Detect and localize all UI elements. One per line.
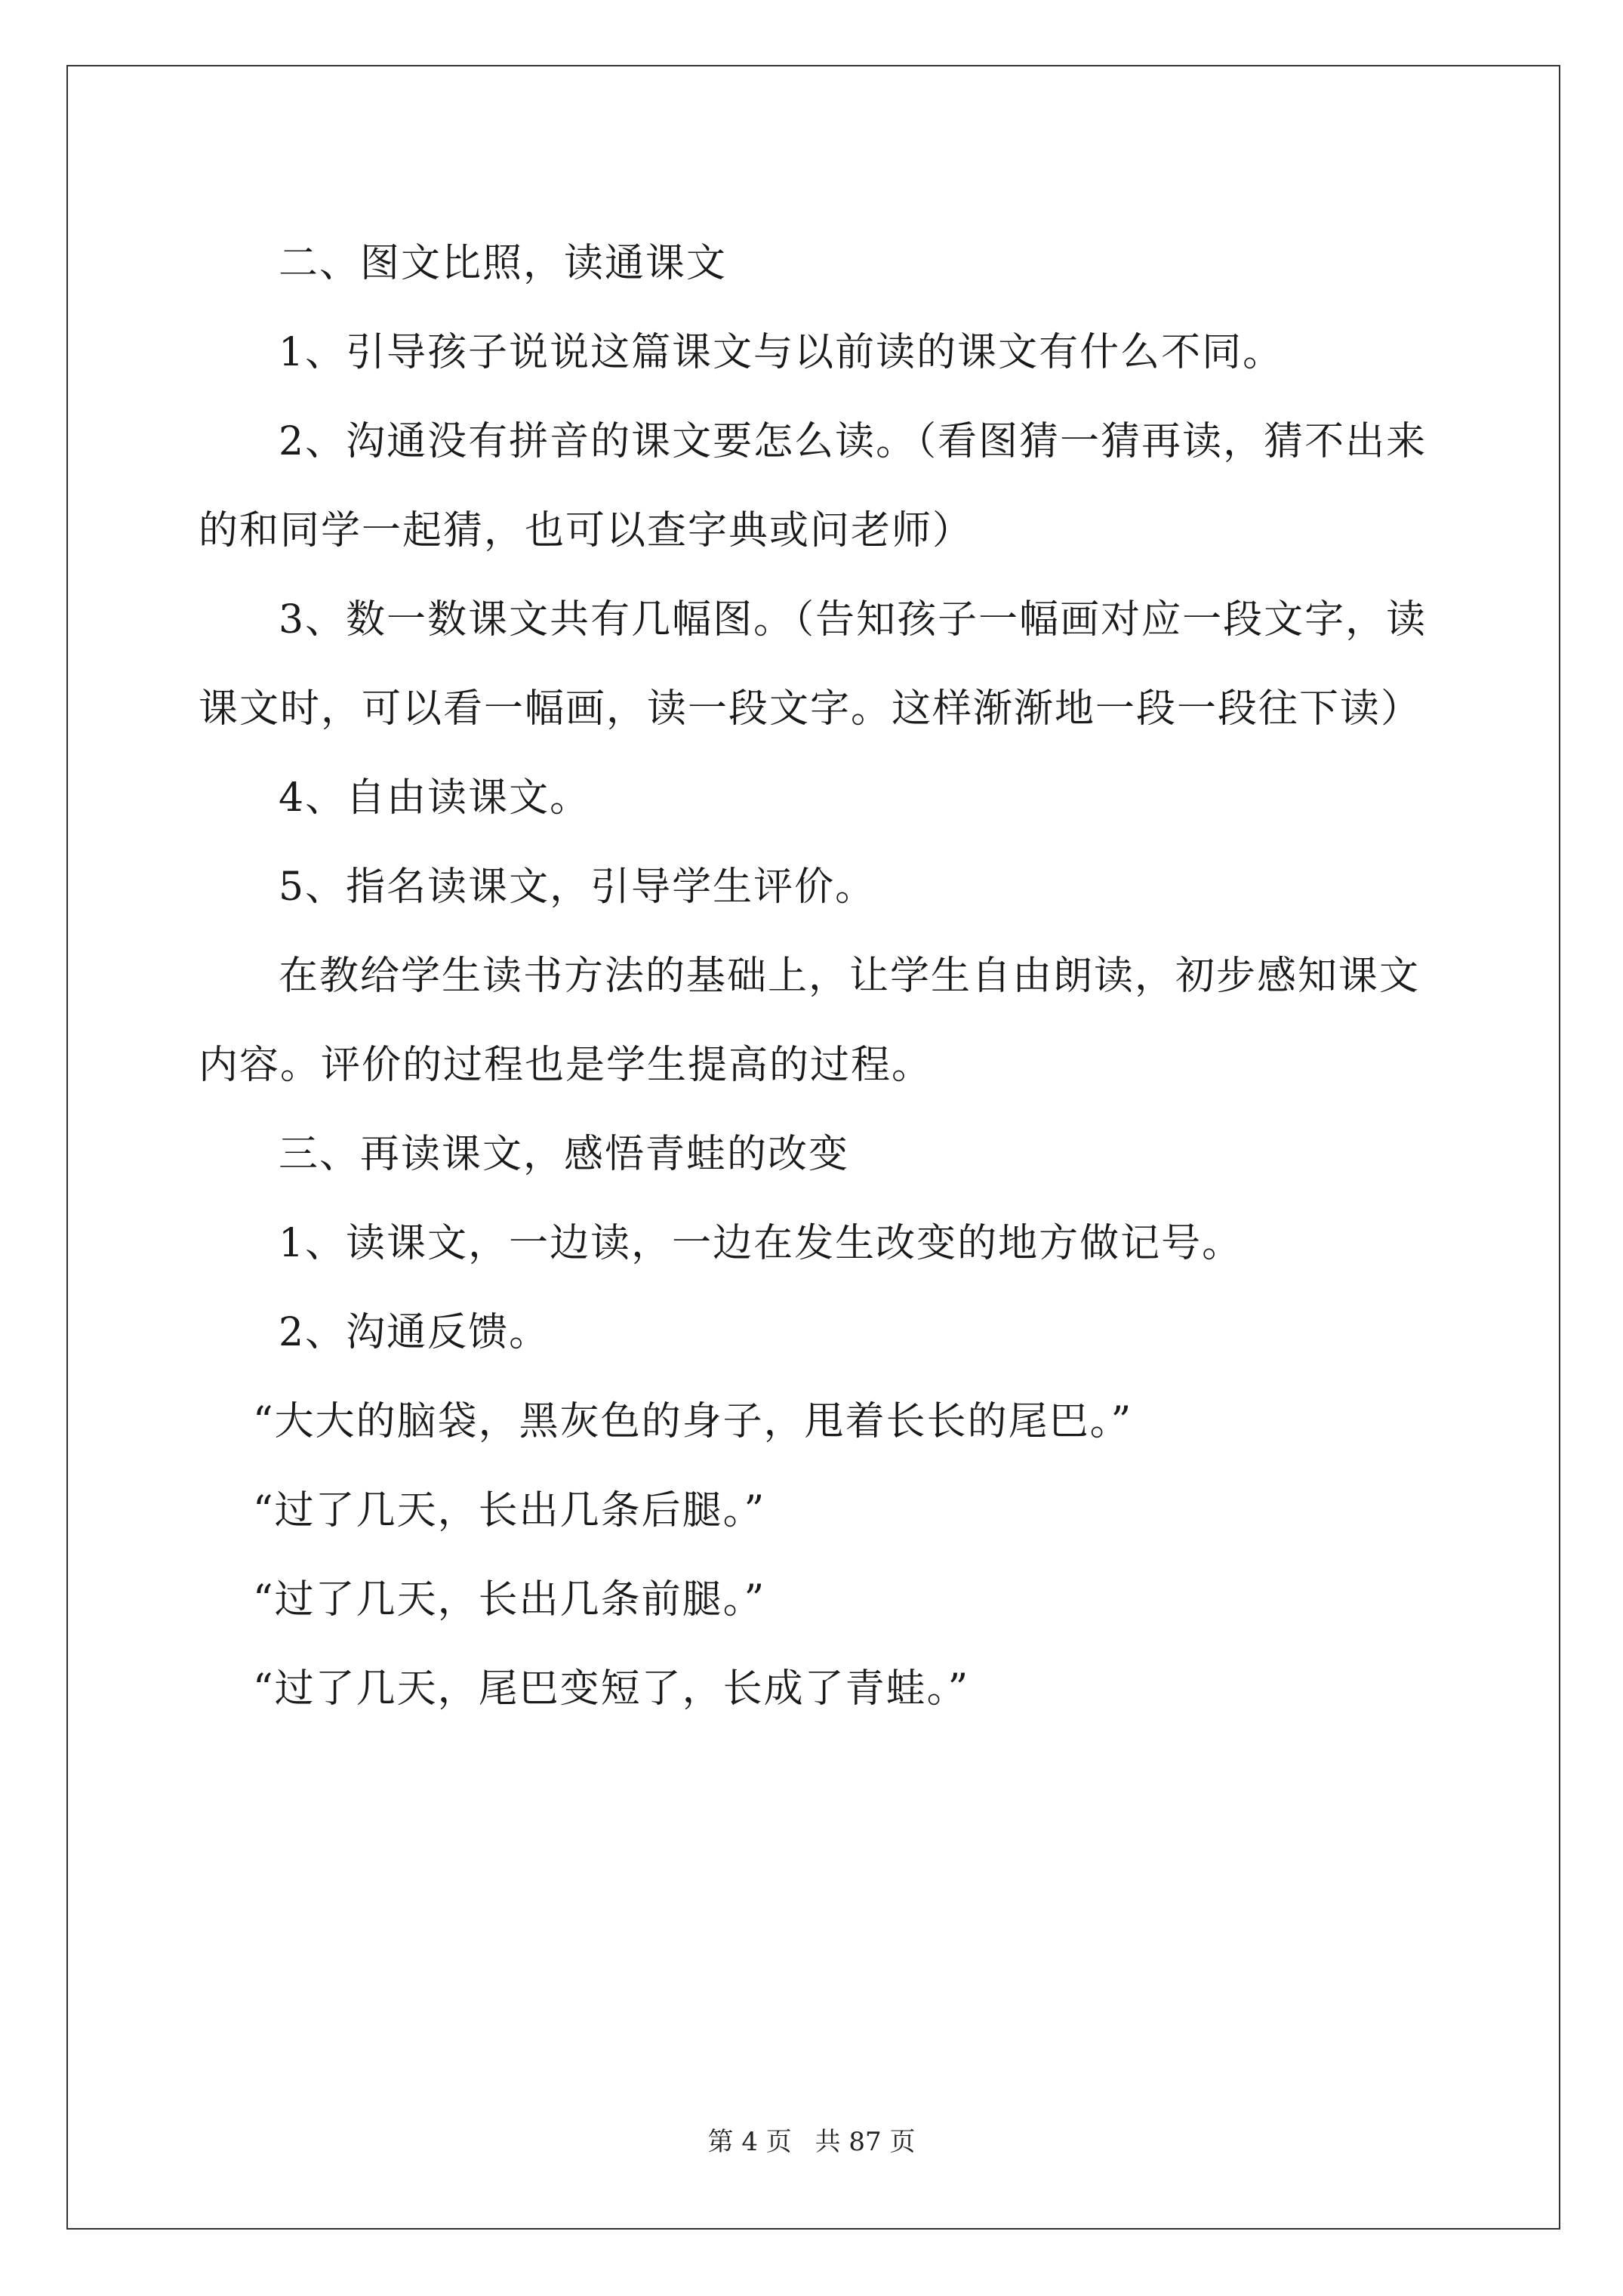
paragraph-line: 4、自由读课文。 — [279, 775, 591, 821]
document-body — [199, 219, 1437, 1734]
paragraph-line: 2、沟通没有拼音的课文要怎么读。（看图猜一猜再读，猜不出来 — [279, 419, 1427, 464]
quote-line: “过了几天，长出几条前腿。” — [253, 1577, 766, 1623]
paragraph-line: 2、沟通反馈。 — [279, 1310, 550, 1355]
section-heading-3: 三、再读课文，感悟青蛙的改变 — [279, 1132, 850, 1177]
section-heading-2: 二、图文比照，读通课文 — [279, 241, 728, 286]
quote-line: “大大的脑袋，黑灰色的身子，甩着长长的尾巴。” — [253, 1399, 1133, 1444]
paragraph-line: 1、引导孩子说说这篇课文与以前读的课文有什么不同。 — [279, 330, 1284, 375]
paragraph-line: 课文时，可以看一幅画，读一段文字。这样渐渐地一段一段往下读） — [199, 686, 1422, 732]
paragraph-line: 的和同学一起猜，也可以查字典或问老师） — [199, 508, 974, 553]
paragraph-line: 3、数一数课文共有几幅图。（告知孩子一幅画对应一段文字，读 — [279, 597, 1427, 643]
page-total: 共 87 页 — [815, 2127, 916, 2157]
page-number: 第 4 页 — [707, 2127, 792, 2157]
paragraph-line: 内容。评价的过程也是学生提高的过程。 — [199, 1043, 933, 1088]
paragraph-line: 在教给学生读书方法的基础上，让学生自由朗读，初步感知课文 — [279, 954, 1421, 999]
quote-line: “过了几天，尾巴变短了，长成了青蛙。” — [253, 1666, 970, 1712]
paragraph-line: 1、读课文，一边读，一边在发生改变的地方做记号。 — [279, 1221, 1243, 1266]
quote-line: “过了几天，长出几条后腿。” — [253, 1488, 766, 1533]
paragraph-line: 5、指名读课文，引导学生评价。 — [279, 864, 876, 910]
page-footer — [0, 2127, 1623, 2157]
